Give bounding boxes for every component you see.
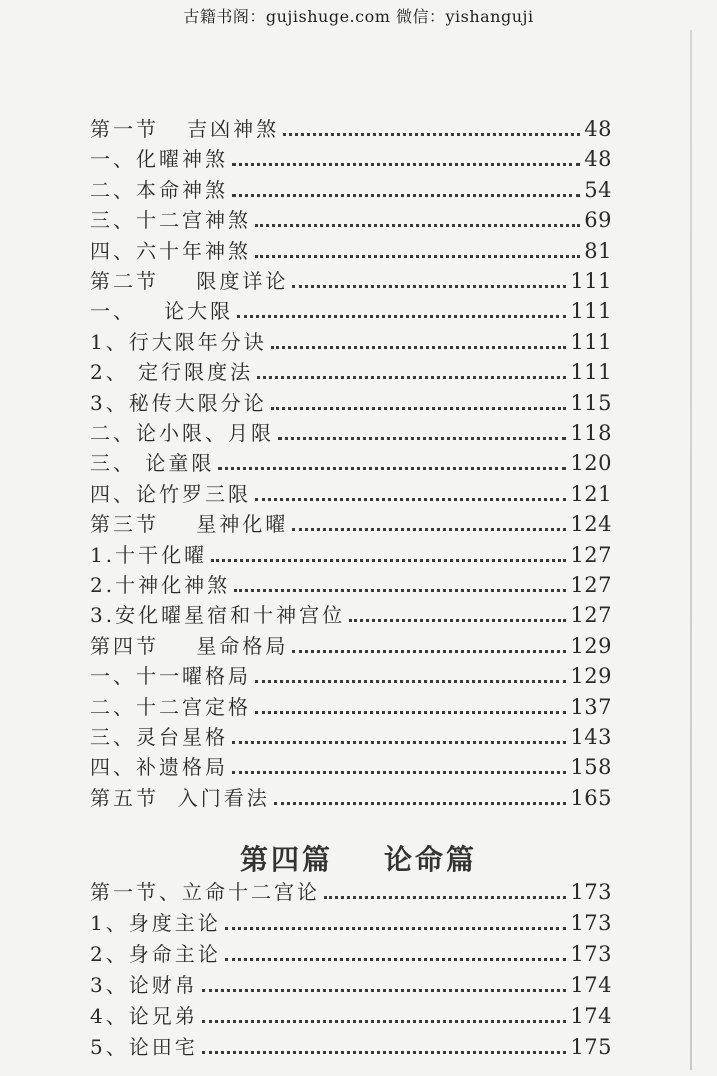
toc-entry [90, 908, 612, 938]
toc-entry-page-number: 120 [570, 451, 612, 476]
toc-entry [90, 692, 612, 722]
toc-leader-dots [255, 711, 566, 714]
toc-entry-title: 四、补遗格局 [90, 755, 228, 780]
toc-leader-dots [324, 896, 566, 899]
toc-entry [90, 722, 612, 752]
toc-entry [90, 970, 612, 1000]
toc-entry-title: 第一节、立命十二宫论 [90, 880, 320, 904]
page-edge-line [690, 30, 692, 1070]
toc-entry-title: 三、十二宫神煞 [90, 208, 251, 233]
toc-entry-title: 二、本命神煞 [90, 177, 228, 202]
toc-entry-page-number: 127 [570, 573, 612, 597]
toc-entry-page-number: 111 [570, 299, 612, 324]
toc-leader-dots [232, 771, 566, 774]
toc-leader-dots [255, 680, 566, 683]
toc-entry-page-number: 174 [570, 1004, 612, 1028]
toc-leader-dots [232, 741, 566, 744]
toc-leader-dots [292, 528, 566, 531]
toc-entry-page-number: 143 [570, 725, 612, 749]
toc-entry-page-number: 111 [570, 360, 612, 385]
toc-entry-page-number: 81 [584, 238, 612, 263]
toc-entry [90, 296, 612, 326]
toc-entry-title: 第三节 星神化曜 [90, 512, 289, 537]
toc-leader-dots [257, 376, 566, 379]
toc-entry [90, 236, 612, 266]
toc-entry-title: 三、 论童限 [90, 451, 215, 476]
toc-entry-title: 1、身度主论 [90, 911, 221, 935]
toc-entry-title: 第一节 吉凶神煞 [90, 117, 280, 141]
toc-leader-dots [225, 927, 567, 930]
toc-leader-dots [234, 589, 566, 592]
toc-entry-title: 四、六十年神煞 [90, 238, 251, 263]
toc-entry-title: 3、论财帛 [90, 973, 198, 997]
toc-entry-title: 二、论小限、月限 [90, 421, 274, 445]
toc-entry-title: 2、身命主论 [90, 942, 221, 966]
toc-entry-title: 第四节 星命格局 [90, 633, 289, 658]
toc-entry-title: 一、十一曜格局 [90, 664, 251, 689]
toc-entry-page-number: 129 [570, 633, 612, 658]
toc-leader-dots [271, 346, 567, 349]
toc-leader-dots [255, 255, 580, 258]
toc-entry-title: 四、论竹罗三限 [90, 481, 251, 506]
toc-entry-page-number: 158 [570, 755, 612, 780]
toc-leader-dots [292, 285, 566, 288]
toc-leader-dots [202, 1051, 567, 1054]
toc-entry [90, 600, 612, 630]
toc-entry-page-number: 173 [570, 911, 612, 935]
toc-entry [90, 570, 612, 600]
toc-entry [90, 631, 612, 661]
toc-leader-dots [278, 437, 566, 440]
toc-entry-page-number: 48 [584, 147, 612, 172]
toc-leader-dots [218, 467, 566, 470]
toc-leader-dots [232, 194, 580, 197]
toc-entry-title: 3.安化曜星宿和十神宫位 [90, 603, 346, 628]
toc-leader-dots [202, 989, 567, 992]
toc-leader-dots [202, 1020, 567, 1023]
section-title: 第四篇 论命篇 [240, 843, 477, 876]
toc-entry-page-number: 127 [570, 603, 612, 628]
toc-entry-title: 3、秘传大限分论 [90, 390, 267, 415]
toc-leader-dots [271, 407, 567, 410]
page-header: 古籍书阁：gujishuge.com 微信：yishanguji [183, 7, 534, 26]
toc-entry-title: 一、 论大限 [90, 299, 234, 324]
toc-entry [90, 175, 612, 205]
toc-entry [90, 448, 612, 478]
toc-entry-page-number: 121 [570, 481, 612, 506]
toc-entry-page-number: 174 [570, 973, 612, 997]
toc-entry-page-number: 165 [570, 785, 612, 810]
toc-leader-dots [283, 133, 580, 136]
toc-entry [90, 783, 612, 813]
toc-leader-dots [225, 958, 567, 961]
toc-entry-page-number: 115 [570, 390, 612, 415]
toc-entry [90, 661, 612, 691]
toc-entry [90, 1001, 612, 1031]
toc-entry-page-number: 54 [584, 177, 612, 202]
toc-leader-dots [255, 498, 566, 501]
toc-entry [90, 327, 612, 357]
toc-entry [90, 479, 612, 509]
toc-entry-title: 一、化曜神煞 [90, 147, 228, 172]
toc-entry-title: 2.十神化神煞 [90, 573, 231, 597]
toc-entry-title: 三、灵台星格 [90, 725, 228, 749]
toc-entry [90, 418, 612, 448]
toc-entry-page-number: 173 [570, 880, 612, 904]
toc-entry [90, 877, 612, 907]
toc-leader-dots [232, 163, 580, 166]
toc-leader-dots [237, 315, 566, 318]
toc-entry-title: 1.十干化曜 [90, 542, 208, 567]
toc-entry [90, 266, 612, 296]
toc-entry-title: 2、 定行限度法 [90, 360, 254, 385]
toc-entry [90, 388, 612, 418]
toc-entry [90, 357, 612, 387]
toc-entry-page-number: 124 [570, 512, 612, 537]
toc-entry-page-number: 137 [570, 694, 612, 719]
toc-entry [90, 1032, 612, 1062]
toc-entry [90, 144, 612, 174]
toc-entry [90, 205, 612, 235]
toc-entry-title: 4、论兄弟 [90, 1004, 198, 1028]
toc-entry-page-number: 69 [584, 208, 612, 233]
toc-entry-page-number: 111 [570, 269, 612, 293]
toc-leader-dots [255, 224, 580, 227]
toc-leader-dots [292, 650, 566, 653]
toc-leader-dots [349, 619, 566, 622]
toc-entry-page-number: 129 [570, 664, 612, 689]
toc-entry-page-number: 127 [570, 542, 612, 567]
toc-entry-page-number: 175 [570, 1035, 612, 1059]
toc-entry-title: 第二节 限度详论 [90, 269, 289, 293]
toc-entry [90, 939, 612, 969]
toc-entry-page-number: 48 [584, 117, 612, 141]
toc-entry-page-number: 118 [570, 421, 612, 445]
toc-leader-dots [211, 559, 566, 562]
toc-entry-title: 1、行大限年分诀 [90, 329, 267, 354]
toc-entry-title: 5、论田宅 [90, 1035, 198, 1059]
toc-entry [90, 540, 612, 570]
toc-entry [90, 509, 612, 539]
toc-entry-title: 二、十二宫定格 [90, 694, 251, 719]
toc-entry-title: 第五节 入门看法 [90, 785, 270, 810]
toc-leader-dots [274, 802, 567, 805]
toc-entry-page-number: 173 [570, 942, 612, 966]
toc-entry-page-number: 111 [570, 329, 612, 354]
toc-entry [90, 114, 612, 144]
toc-entry [90, 752, 612, 782]
